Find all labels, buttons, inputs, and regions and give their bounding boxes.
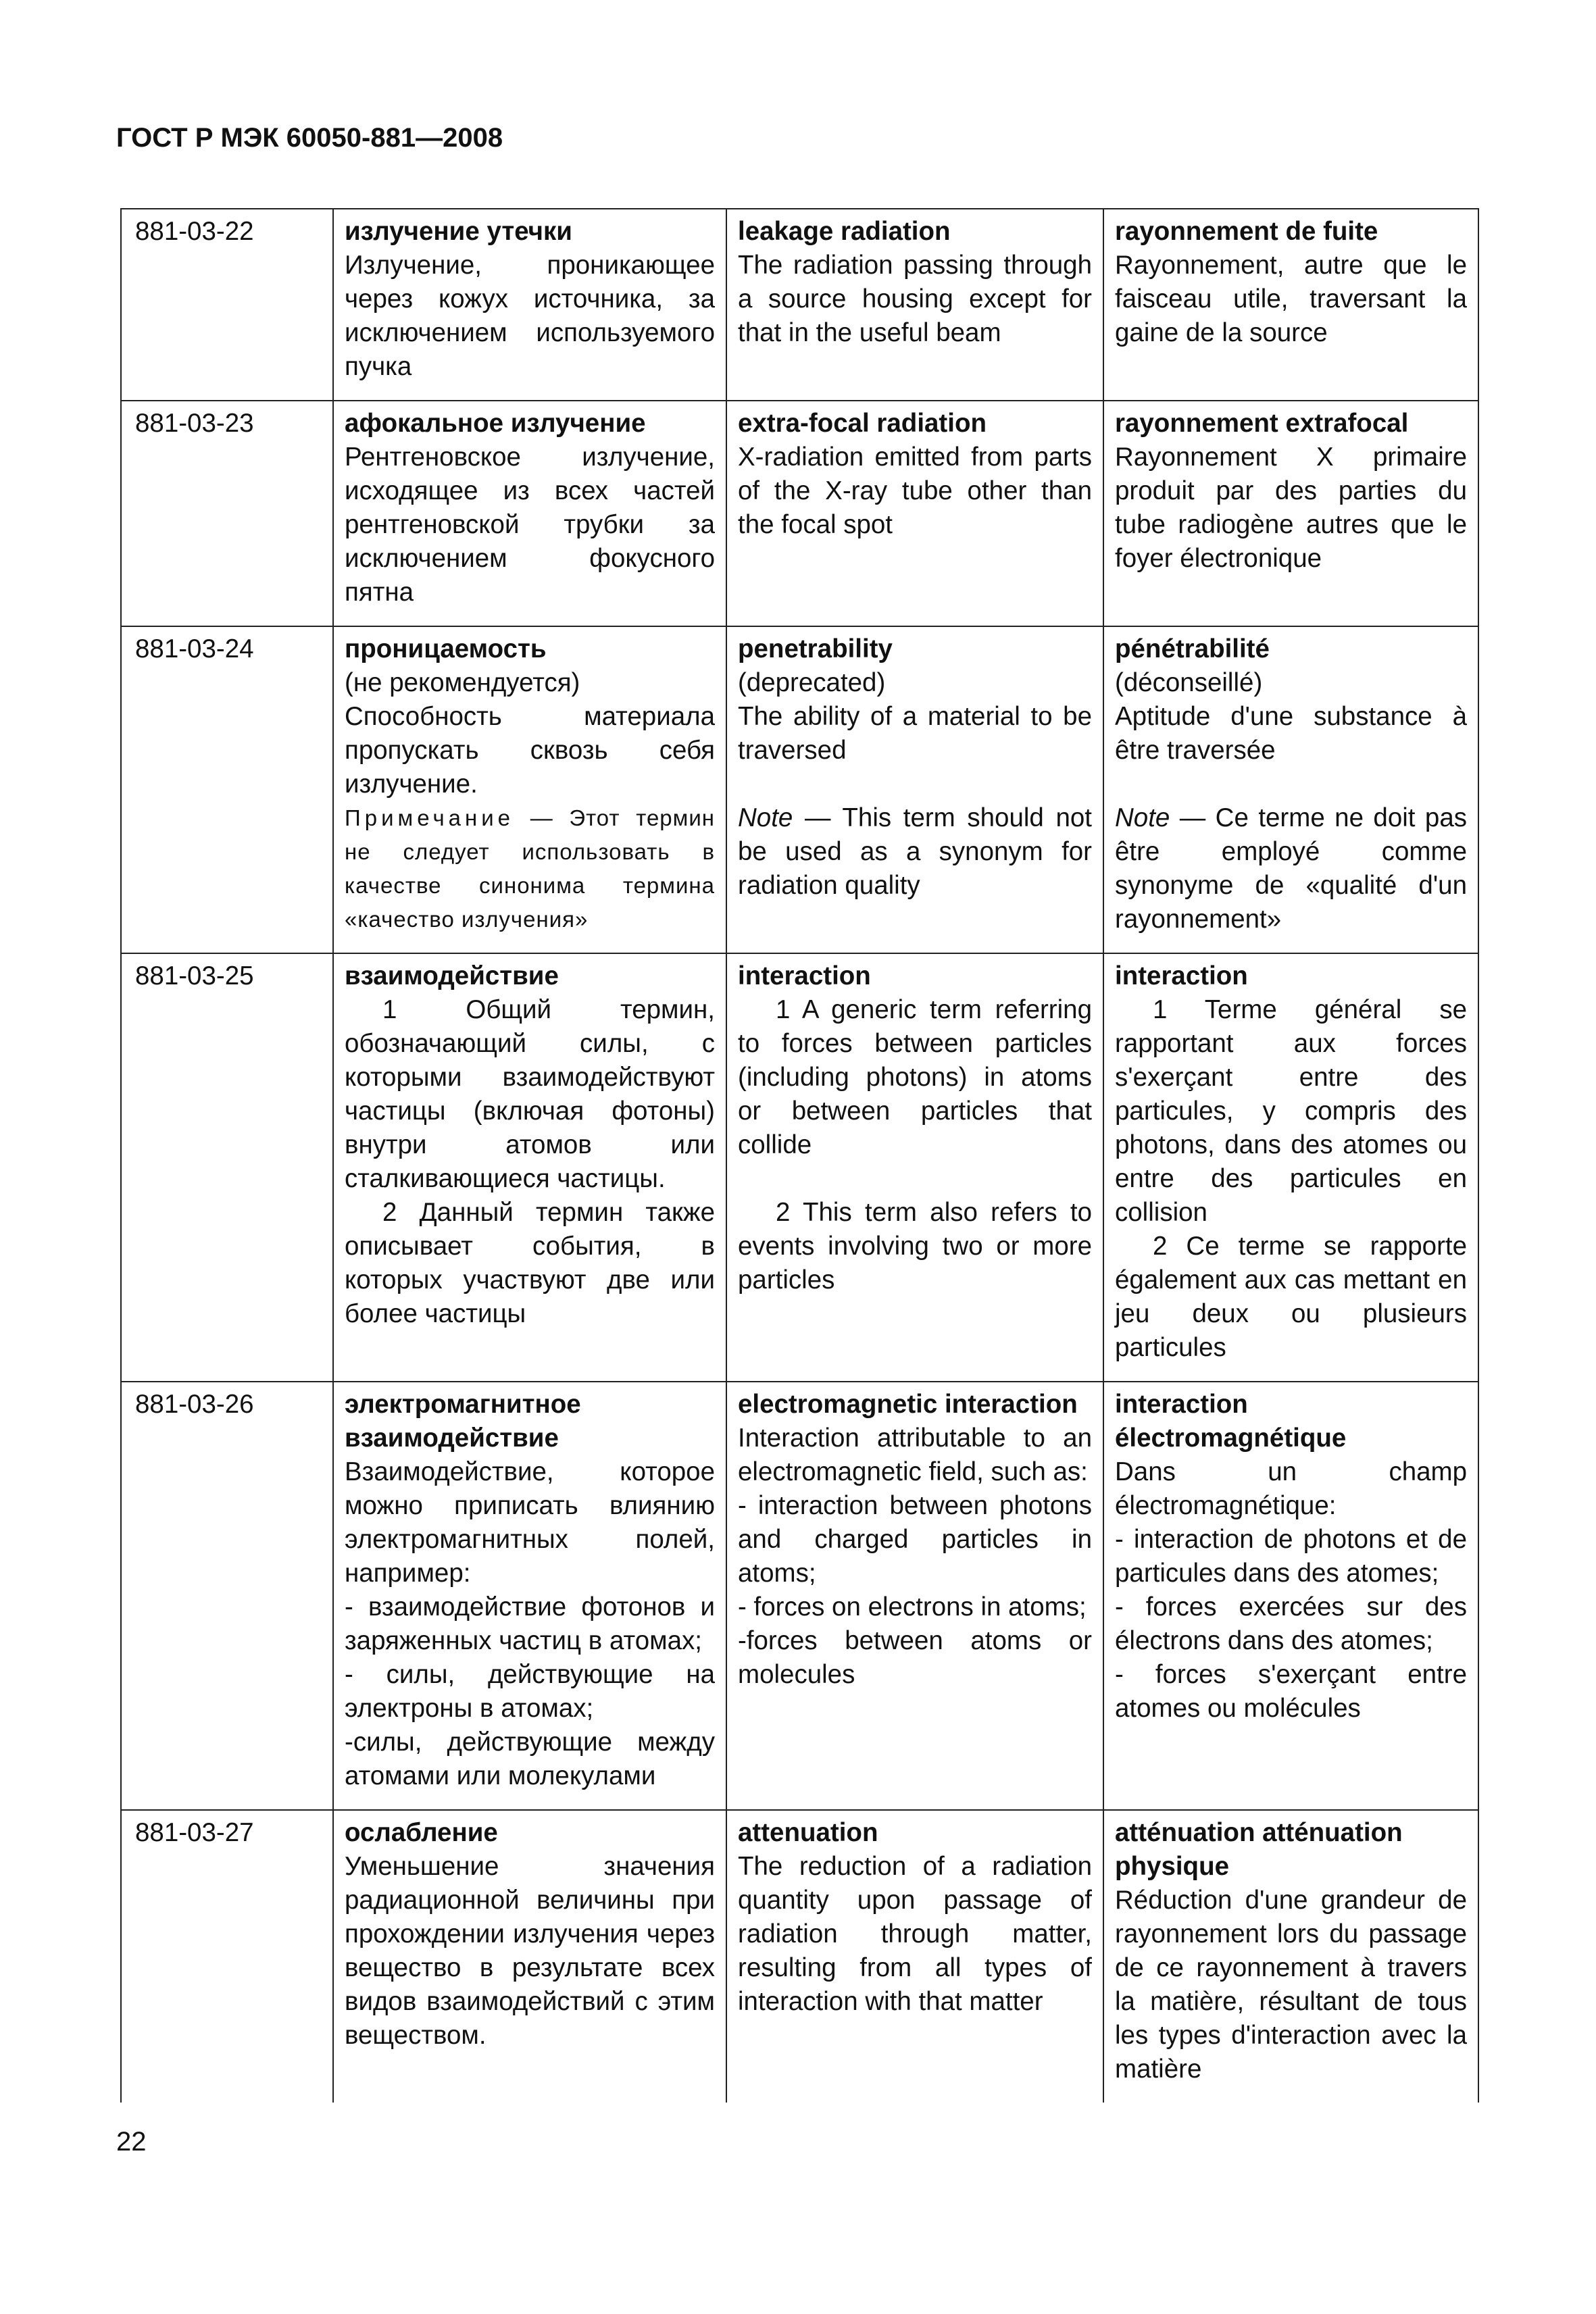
term-russian: электромагнитное взаимодействие (345, 1390, 581, 1453)
cell-russian (333, 626, 726, 953)
note1-french: 1 Terme général se rapportant aux forces s'exerçant entre des particules, y compris des photons, dans des atomes ou entre des particules en collision (1115, 995, 1467, 1227)
list-item: -силы, действующие между атомами или молекулами (345, 1728, 715, 1790)
term-french: atténuation atténuation physique (1115, 1818, 1403, 1881)
cell-french (1103, 1382, 1478, 1810)
definition-english: The ability of a material to be traversed (738, 702, 1092, 765)
definition-french: Aptitude d'une substance à être traversée (1115, 702, 1467, 765)
definition-russian: Уменьшение значения радиационной величины при прохождении излучения через вещество в результате всех видов взаимодействий с этим веществом. (345, 1852, 715, 2050)
cell-russian (333, 1382, 726, 1810)
term-russian: взаимодействие (345, 961, 559, 990)
term-number: 881-03-26 (121, 1382, 333, 1810)
term-french: rayonnement extrafocal (1115, 409, 1409, 438)
list-item: - forces exercées sur des électrons dans des atomes; (1115, 1592, 1467, 1655)
term-english: attenuation (738, 1818, 878, 1847)
note-english (738, 801, 1092, 903)
cell-russian (333, 1810, 726, 2103)
note2-english: 2 This term also refers to events involving two or more particles (738, 1198, 1092, 1294)
list-item: - forces on electrons in atoms; (738, 1592, 1087, 1621)
term-russian: излучение утечки (345, 217, 572, 246)
term-number: 881-03-27 (121, 1810, 333, 2103)
note-text-french: — Ce terme ne doit pas être employé comme synonyme de «qualité d'un rayonnement» (1115, 803, 1467, 934)
cell-french (1103, 626, 1478, 953)
term-english: penetrability (738, 634, 893, 663)
note-text-english: — This term should not be used as a synonym for radiation quality (738, 803, 1092, 900)
cell-english (726, 626, 1103, 953)
definition-french: Rayonnement, autre que le faisceau utile, traversant la gaine de la source (1115, 251, 1467, 347)
terms-table (120, 208, 1479, 2103)
definition-english: Interaction attributable to an electromagnetic field, such as: (738, 1424, 1092, 1486)
cell-russian (333, 953, 726, 1382)
cell-english (726, 1382, 1103, 1810)
note1-russian: 1 Общий термин, обозначающий силы, с которыми взаимодействуют частицы (включая фотоны) внутри атомов или сталкивающиеся частицы. (345, 995, 715, 1193)
table-row (121, 401, 1478, 626)
definition-french: Rayonnement X primaire produit par des parties du tube radiogène autres que le foyer électronique (1115, 443, 1467, 573)
definition-russian: Рентгеновское излучение, исходящее из всех частей рентгеновской трубки за исключением фокусного пятна (345, 443, 715, 607)
note-label-english: Note (738, 803, 793, 832)
term-english: interaction (738, 961, 871, 990)
term-russian: проницаемость (345, 634, 547, 663)
document-header: ГОСТ Р МЭК 60050-881—2008 (116, 123, 503, 153)
list-item: -forces between atoms or molecules (738, 1626, 1092, 1689)
cell-french (1103, 1810, 1478, 2103)
cell-russian (333, 209, 726, 401)
cell-french (1103, 401, 1478, 626)
table-row (121, 953, 1478, 1382)
cell-french (1103, 209, 1478, 401)
term-english: electromagnetic interaction (738, 1390, 1078, 1419)
list-item: - силы, действующие на электроны в атомах; (345, 1660, 715, 1723)
note2-russian: 2 Данный термин также описывает события, в которых участвуют две или более частицы (345, 1198, 715, 1328)
cell-russian (333, 401, 726, 626)
list-item: - forces s'exerçant entre atomes ou molécules (1115, 1660, 1467, 1723)
table-row (121, 209, 1478, 401)
term-french: rayonnement de fuite (1115, 217, 1378, 246)
page-number: 22 (116, 2127, 147, 2157)
definition-russian: Способность материала пропускать сквозь себя излучение. (345, 702, 715, 799)
list-item: - interaction de photons et de particules dans des atomes; (1115, 1525, 1467, 1588)
term-french: interaction (1115, 961, 1248, 990)
note2-french: 2 Ce terme se rapporte également aux cas mettant en jeu deux ou plusieurs particules (1115, 1232, 1467, 1362)
term-french: pénétrabilité (1115, 634, 1270, 663)
note-label-french: Note (1115, 803, 1170, 832)
cell-english (726, 209, 1103, 401)
note-label-russian: Примечание (345, 805, 515, 830)
qualifier-english: (deprecated) (738, 668, 886, 697)
list-item: - interaction between photons and charged particles in atoms; (738, 1491, 1092, 1588)
note-text-russian: — Этот термин не следует использовать в качестве синонима термина «качество излучения» (345, 805, 716, 932)
qualifier-french: (déconseillé) (1115, 668, 1263, 697)
table-row (121, 1382, 1478, 1810)
term-english: extra-focal radiation (738, 409, 987, 438)
term-french: interaction électromagnétique (1115, 1390, 1347, 1453)
term-number: 881-03-24 (121, 626, 333, 953)
definition-russian: Излучение, проникающее через кожух источника, за исключением используемого пучка (345, 251, 715, 381)
cell-french (1103, 953, 1478, 1382)
definition-french: Dans un champ électromagnétique: (1115, 1457, 1467, 1520)
term-number: 881-03-23 (121, 401, 333, 626)
list-item: - взаимодействие фотонов и заряженных частиц в атомах; (345, 1592, 715, 1655)
definition-english: X-radiation emitted from parts of the X-ray tube other than the focal spot (738, 443, 1092, 539)
table-row (121, 626, 1478, 953)
term-english: leakage radiation (738, 217, 951, 246)
term-russian: ослабление (345, 1818, 498, 1847)
cell-english (726, 401, 1103, 626)
definition-russian: Взаимодействие, которое можно приписать влиянию электромагнитных полей, например: (345, 1457, 715, 1588)
term-number: 881-03-22 (121, 209, 333, 401)
note-french (1115, 801, 1467, 936)
definition-english: The reduction of a radiation quantity upon passage of radiation through matter, resulting from all types of interaction with that matter (738, 1852, 1092, 2016)
cell-english (726, 1810, 1103, 2103)
table-row (121, 1810, 1478, 2103)
definition-english: The radiation passing through a source housing except for that in the useful beam (738, 251, 1092, 347)
qualifier-russian: (не рекомендуется) (345, 668, 580, 697)
cell-english (726, 953, 1103, 1382)
term-number: 881-03-25 (121, 953, 333, 1382)
note-russian (345, 801, 715, 936)
definition-french: Réduction d'une grandeur de rayonnement lors du passage de ce rayonnement à travers la matière, résultant de tous les types d'interaction avec la matière (1115, 1886, 1467, 2084)
term-russian: афокальное излучение (345, 409, 646, 438)
note1-english: 1 A generic term referring to forces between particles (including photons) in atoms or between particles that collide (738, 995, 1092, 1159)
